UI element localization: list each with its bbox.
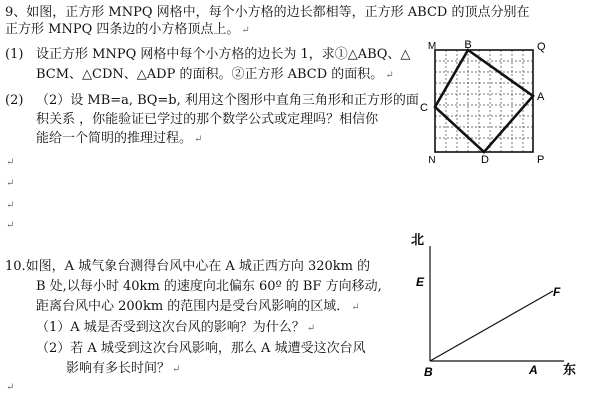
label-c: C (420, 102, 428, 114)
q10-sub-1 (36, 320, 315, 337)
square-grid-figure (412, 38, 557, 168)
q10-sub-2-text-2: 影响有多长时间？ (66, 361, 171, 376)
q9-part1-text-2: BCM、△CDN、△ADP 的面积。②正方形 ABCD 的面积。 (36, 67, 384, 82)
q9-line-1 (5, 5, 529, 21)
label-b: B (424, 365, 433, 379)
return-mark-icon: ↵ (351, 302, 360, 313)
q10-line-1 (5, 259, 370, 275)
label-m: M (427, 41, 437, 52)
return-mark-icon: ↵ (6, 178, 15, 189)
q9-part2-line-3 (36, 131, 202, 148)
q9-part1-line-1 (36, 47, 410, 63)
q9-part2-text-2: 积关系 ，你能验证已学过的那个数学公式或定理吗？相信你 (36, 112, 379, 127)
q9-part2-text-3: 能给一个简明的推理过程。 (36, 131, 193, 146)
square-abcd (435, 50, 533, 152)
q9-line-2 (5, 22, 250, 39)
label-f: F (553, 285, 561, 299)
q9-part1-text-1: 设正方形 MNPQ 网格中每个小方格的边长为 1，求①△ABQ、△ (36, 47, 411, 62)
return-mark-icon: ↵ (172, 364, 181, 375)
q10-text-2: B 处,以每小时 40km 的速度向北偏东 60º 的 BF 方向移动, (36, 279, 382, 294)
label-a: A (529, 363, 538, 377)
label-a: A (537, 91, 545, 103)
q9-part2-line-2 (36, 112, 378, 128)
path-bf (430, 291, 553, 361)
label-east: 东 (563, 362, 577, 377)
square-mnpq (435, 50, 533, 152)
label-north: 北 (411, 232, 425, 247)
return-mark-icon: ↵ (306, 323, 316, 334)
q9-part2-line-1 (36, 93, 419, 109)
typhoon-figure (408, 232, 593, 382)
label-b: B (464, 39, 472, 51)
q10-sub-2-line-1 (36, 341, 366, 357)
q9-part2-text-1: （2）设 MB=a, BQ=b, 利用这个图形中直角三角形和正方形的面 (36, 93, 419, 108)
q10-line-3 (36, 299, 360, 316)
return-mark-icon: ↵ (194, 134, 203, 145)
label-e: E (416, 275, 425, 289)
q10-sub-2-text-1: （2）若 A 城受到这次台风影响，那么 A 城遭受这次台风 (36, 341, 366, 356)
return-mark-icon: ↵ (385, 70, 394, 81)
return-mark-icon: ↵ (6, 220, 15, 231)
return-mark-icon: ↵ (6, 157, 15, 168)
q10-text-3: 距离台风中心 200km 的范围内是受台风影响的区域． (36, 299, 350, 314)
label-d: D (481, 154, 489, 166)
q9-part2-number: (2) (5, 93, 24, 108)
q9-text-1: 9、如图，正方形 MNPQ 网格中，每个小方格的边长都相等，正方形 ABCD 的顶点分别在 (5, 5, 530, 20)
q9-part1-number: (1) (5, 47, 24, 62)
q10-text-1: 10.如图，A 城气象台测得台风中心在 A 城正西方向 320km 的 (5, 259, 371, 274)
return-mark-icon: ↵ (6, 200, 15, 211)
q10-line-2 (36, 279, 382, 295)
return-mark-icon: ↵ (6, 382, 15, 393)
q10-sub-1-text: （1）A 城是否受到这次台风的影响？为什么？ (36, 320, 305, 335)
label-p: P (537, 154, 545, 166)
q9-part1-line-2 (36, 67, 394, 84)
q10-sub-2-line-2 (66, 361, 180, 378)
label-q: Q (537, 41, 546, 53)
q9-text-2: 正方形 MNPQ 四条边的小方格顶点上。 (5, 22, 240, 37)
return-mark-icon: ↵ (241, 25, 250, 36)
grid-dashed-lines (435, 50, 533, 152)
label-n: N (428, 155, 436, 166)
